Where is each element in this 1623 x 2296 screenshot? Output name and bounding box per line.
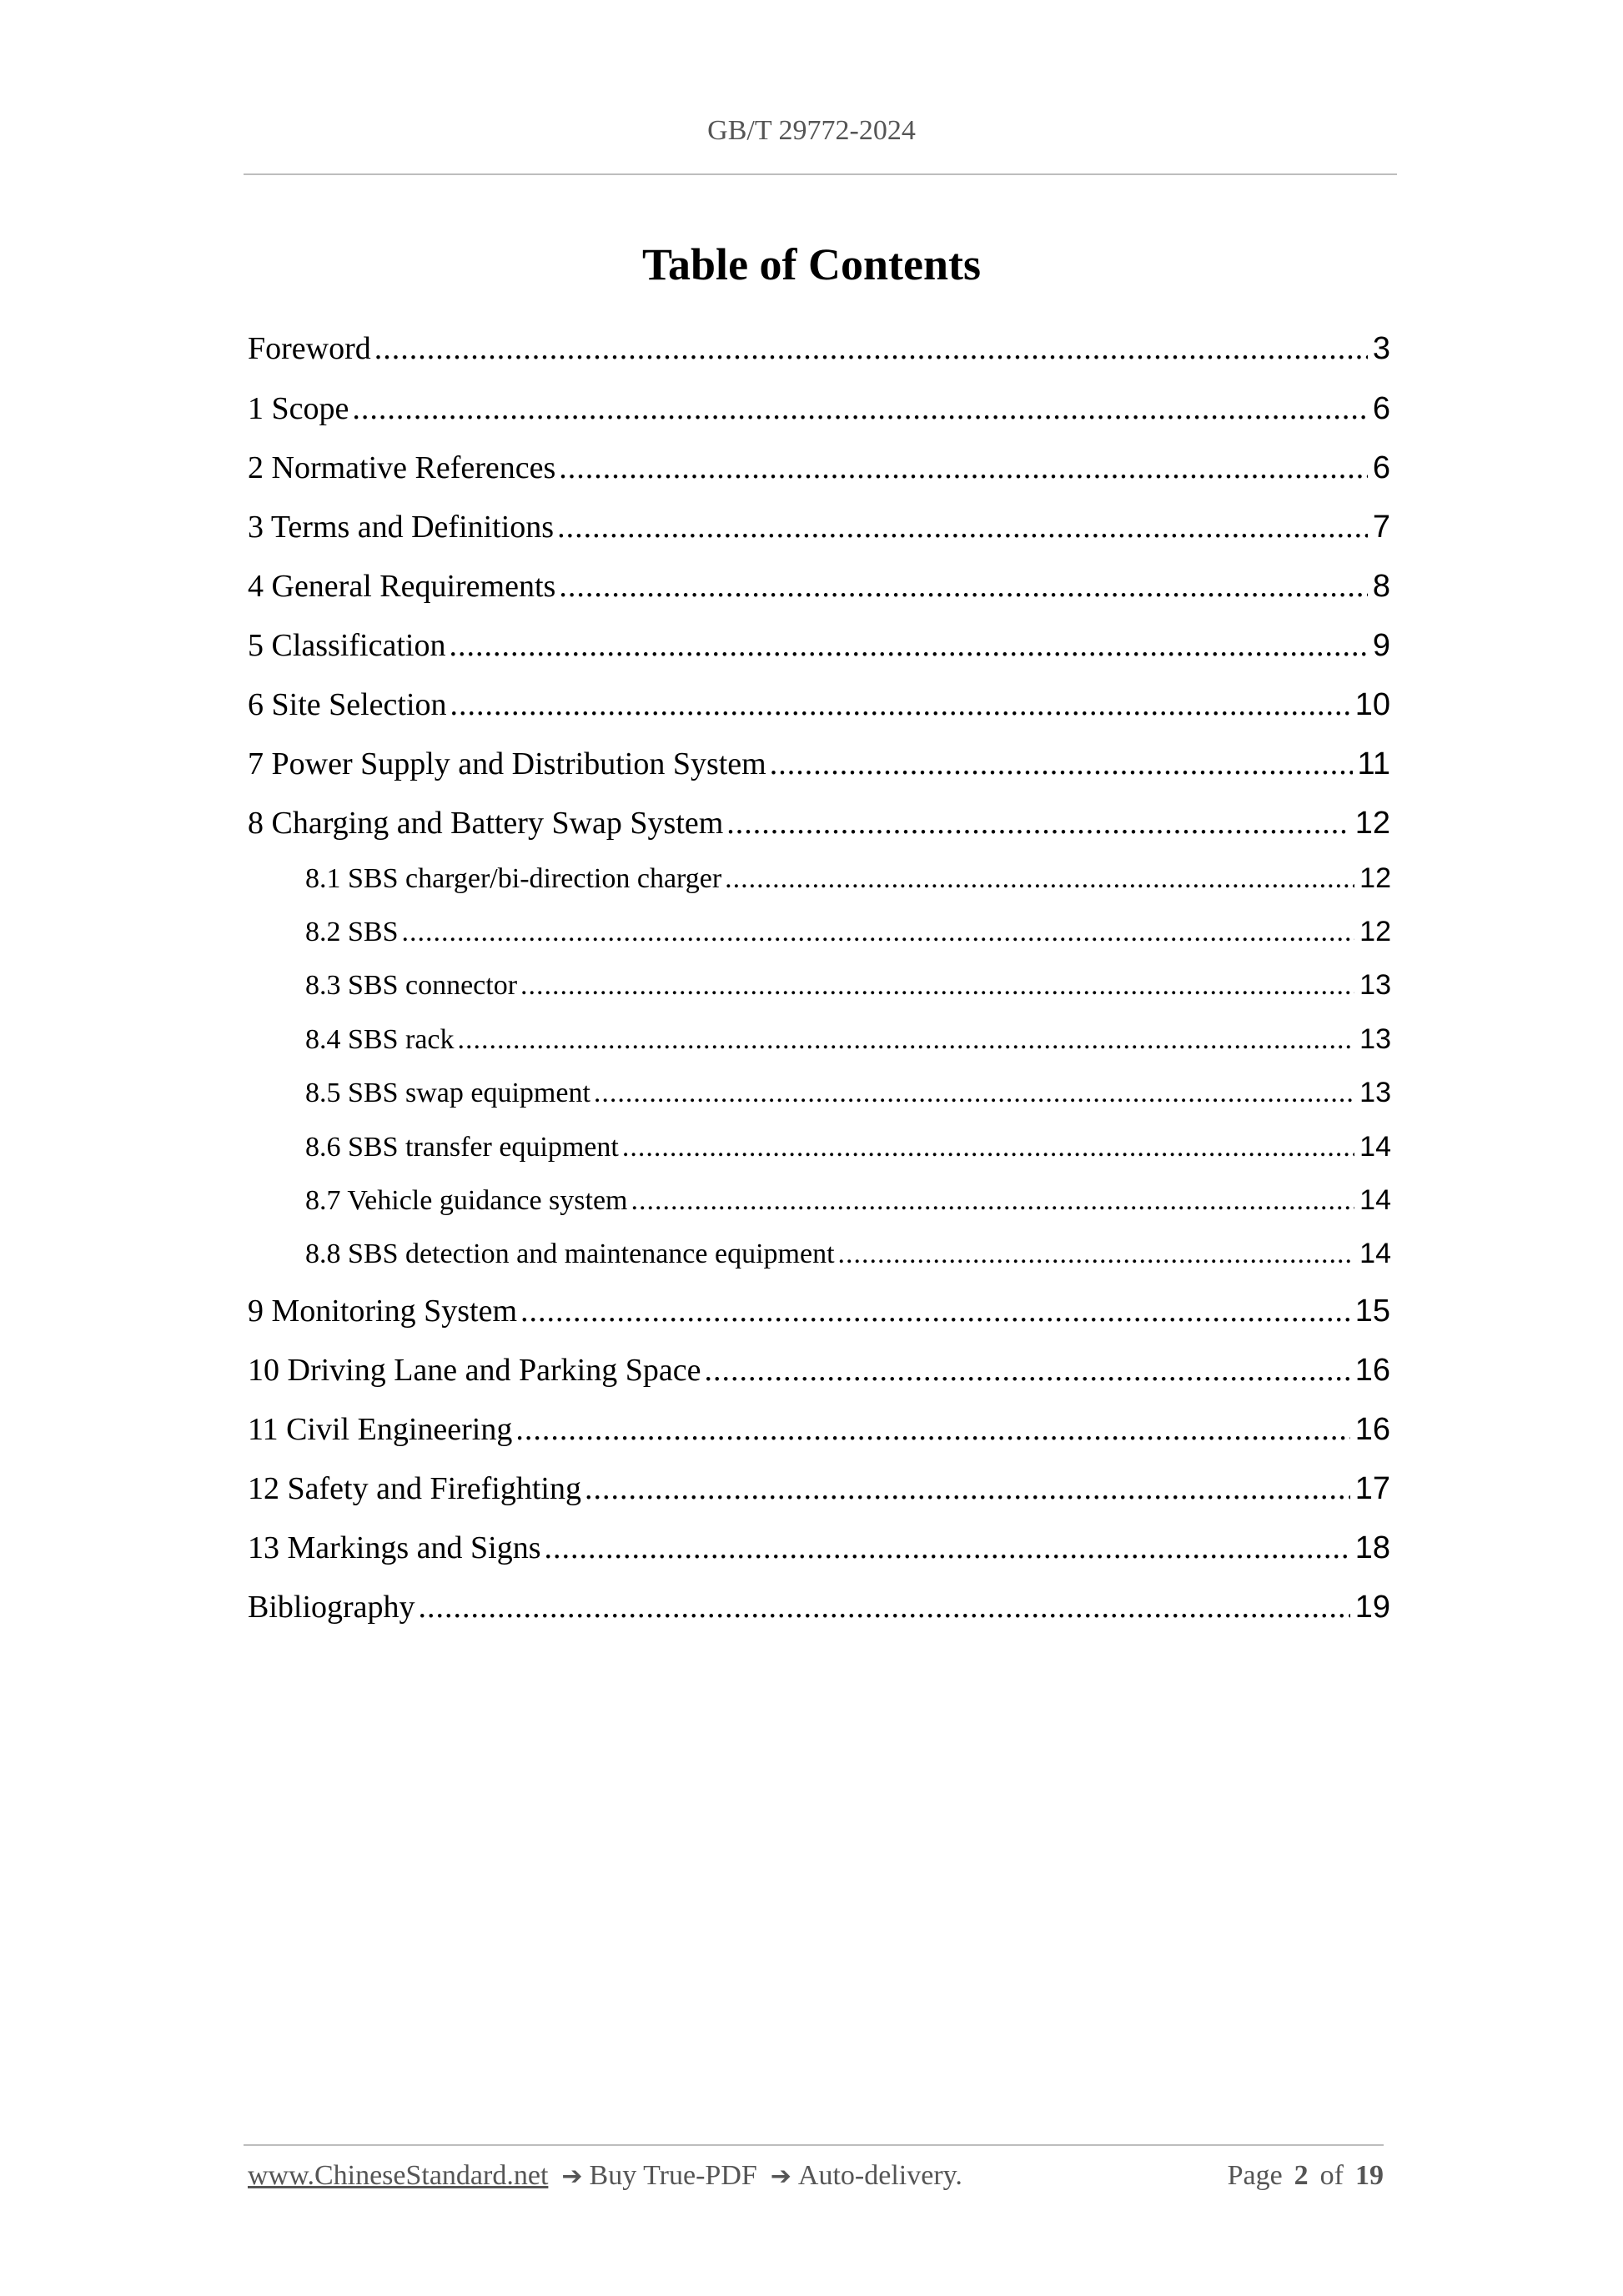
- toc-entry-page: 11: [1357, 746, 1390, 781]
- toc-dot-leader: [449, 625, 1367, 666]
- toc-dot-leader: [726, 802, 1349, 844]
- toc-entry-page: 16: [1354, 1353, 1390, 1388]
- toc-dot-leader: [557, 506, 1368, 548]
- toc-entry-page: 15: [1354, 1294, 1390, 1329]
- toc-entry-safety-firefighting[interactable]: [248, 1468, 1390, 1510]
- toc-entry-page: 14: [1359, 1184, 1391, 1216]
- toc-entry-normative-references[interactable]: [248, 447, 1390, 489]
- toc-entry-label: 1 Scope: [248, 391, 349, 426]
- toc-entry-page: 18: [1354, 1530, 1390, 1565]
- toc-entry-8-1[interactable]: [305, 859, 1391, 897]
- toc-entry-8-7[interactable]: [305, 1181, 1391, 1219]
- toc-entry-charging-battery-swap[interactable]: [248, 802, 1390, 844]
- toc-entry-label: 8.4 SBS rack: [305, 1024, 455, 1055]
- page-header: GB/T 29772-2024: [707, 115, 916, 146]
- toc-entry-scope[interactable]: [248, 388, 1390, 430]
- footer-promo: [248, 2160, 969, 2192]
- toc-entry-page: 14: [1359, 1131, 1391, 1163]
- toc-entry-label: Bibliography: [248, 1590, 415, 1625]
- toc-dot-leader: [770, 743, 1353, 785]
- right-arrow-icon: ➔: [561, 2162, 583, 2191]
- total-pages-number: 19: [1355, 2160, 1384, 2191]
- toc-dot-leader: [594, 1074, 1354, 1113]
- toc-dot-leader: [520, 1290, 1350, 1332]
- toc-entry-label: 8.8 SBS detection and maintenance equipment: [305, 1238, 835, 1269]
- toc-title: Table of Contents: [641, 239, 982, 289]
- toc-entry-page: 9: [1372, 628, 1390, 663]
- toc-entry-markings-signs[interactable]: [248, 1527, 1390, 1569]
- toc-entry-page: 10: [1354, 687, 1390, 722]
- toc-entry-8-8[interactable]: [305, 1234, 1391, 1273]
- toc-dot-leader: [585, 1468, 1350, 1510]
- toc-entry-page: 6: [1372, 391, 1390, 426]
- toc-entry-foreword[interactable]: [248, 328, 1390, 369]
- toc-entry-civil-engineering[interactable]: [248, 1409, 1390, 1450]
- toc-entry-label: 8 Charging and Battery Swap System: [248, 806, 724, 841]
- toc-entry-label: Foreword: [248, 331, 371, 366]
- toc-entry-page: 3: [1372, 331, 1390, 366]
- toc-entry-power-supply[interactable]: [248, 743, 1390, 785]
- toc-entry-page: 12: [1359, 862, 1391, 894]
- site-link[interactable]: www.ChineseStandard.net: [248, 2160, 549, 2191]
- toc-dot-leader: [352, 388, 1367, 430]
- toc-entry-page: 19: [1354, 1590, 1390, 1625]
- toc-entry-label: 3 Terms and Definitions: [248, 510, 555, 545]
- toc-entry-label: 11 Civil Engineering: [248, 1412, 513, 1447]
- toc-entry-label: 8.2 SBS: [305, 917, 399, 947]
- footer-divider: [244, 2144, 1384, 2146]
- toc-dot-leader: [631, 1182, 1355, 1220]
- current-page-number: 2: [1294, 2160, 1309, 2191]
- toc-entry-8-4[interactable]: [305, 1020, 1391, 1058]
- toc-dot-leader: [450, 684, 1350, 726]
- toc-entry-label: 4 General Requirements: [248, 569, 556, 604]
- toc-entry-label: 2 Normative References: [248, 450, 556, 485]
- toc-entry-label: 7 Power Supply and Distribution System: [248, 746, 766, 781]
- toc-dot-leader: [402, 913, 1355, 952]
- toc-dot-leader: [838, 1235, 1355, 1274]
- toc-entry-8-3[interactable]: [305, 966, 1391, 1004]
- toc-entry-page: 6: [1372, 450, 1390, 485]
- toc-entry-bibliography[interactable]: [248, 1586, 1390, 1628]
- toc-dot-leader: [704, 1349, 1349, 1391]
- toc-entry-page: 14: [1359, 1238, 1391, 1269]
- toc-entry-page: 13: [1359, 1077, 1391, 1108]
- of-word: of: [1319, 2160, 1344, 2191]
- toc-entry-page: 13: [1359, 969, 1391, 1001]
- toc-entry-label: 8.3 SBS connector: [305, 970, 518, 1001]
- toc-entry-monitoring-system[interactable]: [248, 1290, 1390, 1332]
- toc-entry-label: 9 Monitoring System: [248, 1294, 518, 1329]
- toc-entry-8-5[interactable]: [305, 1073, 1391, 1112]
- toc-entry-label: 12 Safety and Firefighting: [248, 1471, 581, 1506]
- toc-entry-label: 13 Markings and Signs: [248, 1530, 541, 1565]
- toc-entry-classification[interactable]: [248, 625, 1390, 666]
- toc-dot-leader: [545, 1527, 1350, 1569]
- toc-entry-page: 12: [1354, 806, 1390, 841]
- toc-dot-leader: [374, 328, 1368, 369]
- toc-entry-general-requirements[interactable]: [248, 565, 1390, 607]
- page-word: Page: [1227, 2160, 1283, 2191]
- buy-true-pdf-text: Buy True-PDF: [589, 2160, 757, 2191]
- auto-delivery-text: Auto-delivery.: [797, 2160, 962, 2191]
- page-footer: [248, 2160, 1384, 2192]
- toc-entry-page: 13: [1359, 1023, 1391, 1055]
- page-indicator: [1223, 2160, 1384, 2192]
- toc-dot-leader: [515, 1409, 1349, 1450]
- toc-entry-page: 7: [1372, 510, 1390, 545]
- toc-entry-page: 17: [1354, 1471, 1390, 1506]
- toc-entry-label: 6 Site Selection: [248, 687, 447, 722]
- toc-entry-site-selection[interactable]: [248, 684, 1390, 726]
- toc-dot-leader: [458, 1021, 1355, 1059]
- toc-dot-leader: [559, 447, 1368, 489]
- right-arrow-icon: ➔: [770, 2162, 791, 2191]
- toc-entry-page: 8: [1372, 569, 1390, 604]
- toc-dot-leader: [622, 1128, 1354, 1167]
- toc-dot-leader: [520, 967, 1354, 1005]
- toc-entry-label: 8.5 SBS swap equipment: [305, 1078, 590, 1108]
- toc-dot-leader: [725, 860, 1354, 898]
- toc-entry-8-2[interactable]: [305, 912, 1391, 951]
- toc-entry-label: 8.6 SBS transfer equipment: [305, 1132, 619, 1163]
- toc-entry-8-6[interactable]: [305, 1128, 1391, 1166]
- toc-dot-leader: [559, 565, 1368, 607]
- toc-entry-page: 16: [1354, 1412, 1390, 1447]
- toc-entry-label: 5 Classification: [248, 628, 446, 663]
- toc-entry-label: 10 Driving Lane and Parking Space: [248, 1353, 701, 1388]
- toc-entry-driving-lane[interactable]: [248, 1349, 1390, 1391]
- toc-entry-label: 8.7 Vehicle guidance system: [305, 1185, 628, 1216]
- toc-dot-leader: [419, 1586, 1350, 1628]
- toc-entry-page: 12: [1359, 916, 1391, 947]
- toc-entry-terms-and-definitions[interactable]: [248, 506, 1390, 548]
- toc-entry-label: 8.1 SBS charger/bi-direction charger: [305, 863, 722, 894]
